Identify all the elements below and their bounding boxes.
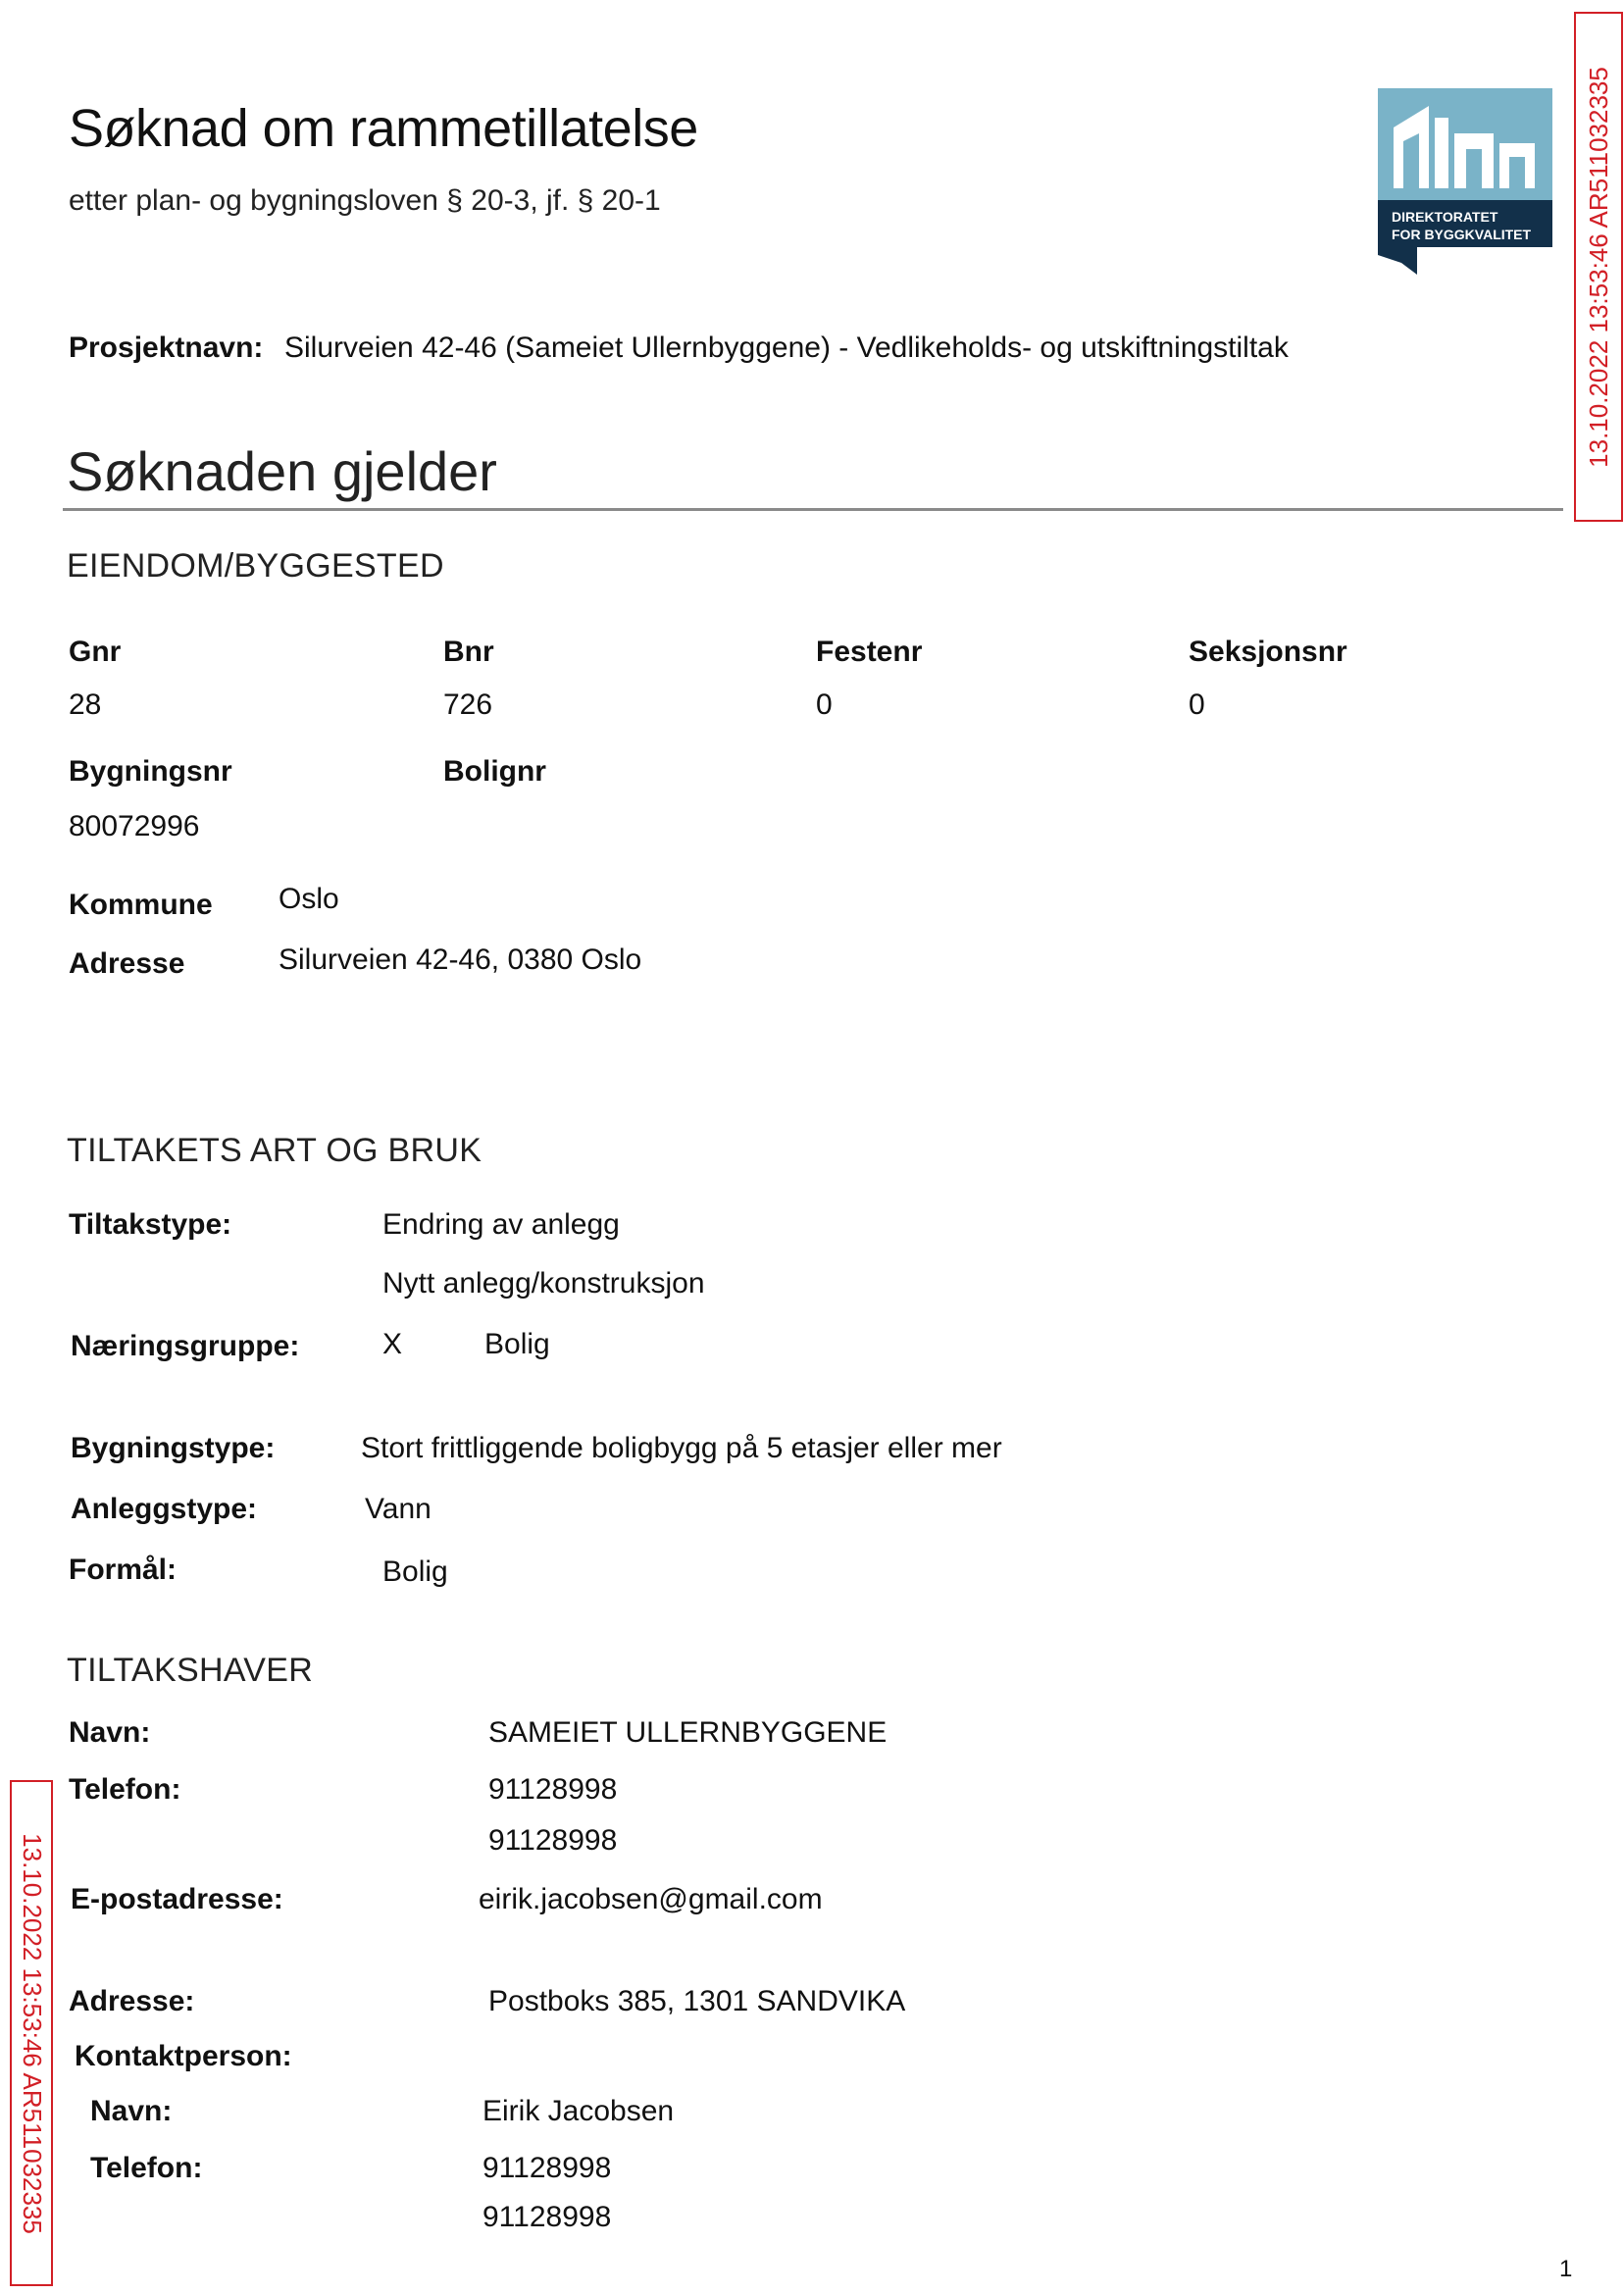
tiltakshaver-heading: TILTAKSHAVER (67, 1652, 314, 1689)
kontakt-telefon-label: Telefon: (90, 2152, 203, 2184)
tiltakshaver-telefon-2: 91128998 (488, 1824, 618, 1857)
festenr-label: Festenr (816, 636, 923, 668)
stamp-text: 13.10.2022 13:53:46 AR511032335 (17, 1832, 47, 2234)
tiltakshaver-adresse-value: Postboks 385, 1301 SANDVIKA (488, 1985, 906, 2017)
gnr-label: Gnr (69, 636, 122, 668)
dibk-logo (1378, 88, 1552, 275)
anleggstype-value: Vann (365, 1493, 431, 1525)
adresse-label: Adresse (69, 947, 185, 980)
tiltakshaver-telefon-1: 91128998 (488, 1773, 618, 1806)
naeringsgruppe-mark: X (382, 1328, 403, 1360)
naeringsgruppe-label: Næringsgruppe: (71, 1330, 300, 1362)
document-title: Søknad om rammetillatelse (69, 99, 698, 158)
epost-label: E-postadresse: (71, 1883, 283, 1915)
project-label: Prosjektnavn: (69, 331, 264, 364)
adresse-value: Silurveien 42-46, 0380 Oslo (279, 943, 642, 976)
tiltakshaver-adresse-label: Adresse: (69, 1985, 195, 2017)
tiltakshaver-navn-label: Navn: (69, 1716, 151, 1749)
formal-label: Formål: (69, 1554, 178, 1586)
bnr-value: 726 (443, 688, 493, 721)
eiendom-heading: EIENDOM/BYGGESTED (67, 547, 444, 585)
bnr-label: Bnr (443, 636, 494, 668)
stamp-text: 13.10.2022 13:53:46 AR511032335 (1583, 66, 1613, 468)
kommune-value: Oslo (279, 883, 339, 915)
tiltakstype-value-2: Nytt anlegg/konstruksjon (382, 1267, 705, 1300)
tiltakshaver-navn-value: SAMEIET ULLERNBYGGENE (488, 1716, 888, 1749)
section-title: Søknaden gjelder (67, 440, 497, 502)
festenr-value: 0 (816, 688, 833, 721)
kommune-label: Kommune (69, 889, 213, 921)
section-divider (63, 508, 1563, 511)
epost-value: eirik.jacobsen@gmail.com (479, 1883, 823, 1915)
timestamp-stamp-left (10, 1780, 53, 2286)
kontaktperson-label: Kontaktperson: (75, 2040, 292, 2072)
tiltakstype-value-1: Endring av anlegg (382, 1208, 620, 1241)
kontakt-navn-value: Eirik Jacobsen (482, 2095, 675, 2127)
naeringsgruppe-value: Bolig (484, 1328, 550, 1360)
timestamp-stamp-top (1574, 12, 1623, 522)
bygningsnr-label: Bygningsnr (69, 755, 232, 788)
bolignr-label: Bolignr (443, 755, 546, 788)
seksjonsnr-label: Seksjonsnr (1189, 636, 1347, 668)
kontakt-telefon-1: 91128998 (482, 2152, 612, 2184)
bygningstype-label: Bygningstype: (71, 1432, 276, 1464)
gnr-value: 28 (69, 688, 102, 721)
formal-value: Bolig (382, 1555, 448, 1588)
kontakt-navn-label: Navn: (90, 2095, 173, 2127)
svg-text:FOR BYGGKVALITET: FOR BYGGKVALITET (1392, 227, 1532, 242)
seksjonsnr-value: 0 (1189, 688, 1205, 721)
anleggstype-label: Anleggstype: (71, 1493, 258, 1525)
page-number: 1 (1559, 2256, 1573, 2282)
svg-text:DIREKTORATET: DIREKTORATET (1392, 209, 1498, 225)
tiltakshaver-telefon-label: Telefon: (69, 1773, 181, 1806)
bygningsnr-value: 80072996 (69, 810, 200, 842)
bygningstype-value: Stort frittliggende boligbygg på 5 etasjer eller mer (361, 1432, 1002, 1464)
building-logo-icon (1378, 88, 1552, 275)
project-name: Silurveien 42-46 (Sameiet Ullernbyggene) - Vedlikeholds- og utskiftningstiltak (284, 331, 1289, 364)
kontakt-telefon-2: 91128998 (482, 2201, 612, 2233)
document-subtitle: etter plan- og bygningsloven § 20-3, jf. § 20-1 (69, 184, 661, 217)
tiltak-heading: TILTAKETS ART OG BRUK (67, 1132, 482, 1169)
tiltakstype-label: Tiltakstype: (69, 1208, 232, 1241)
